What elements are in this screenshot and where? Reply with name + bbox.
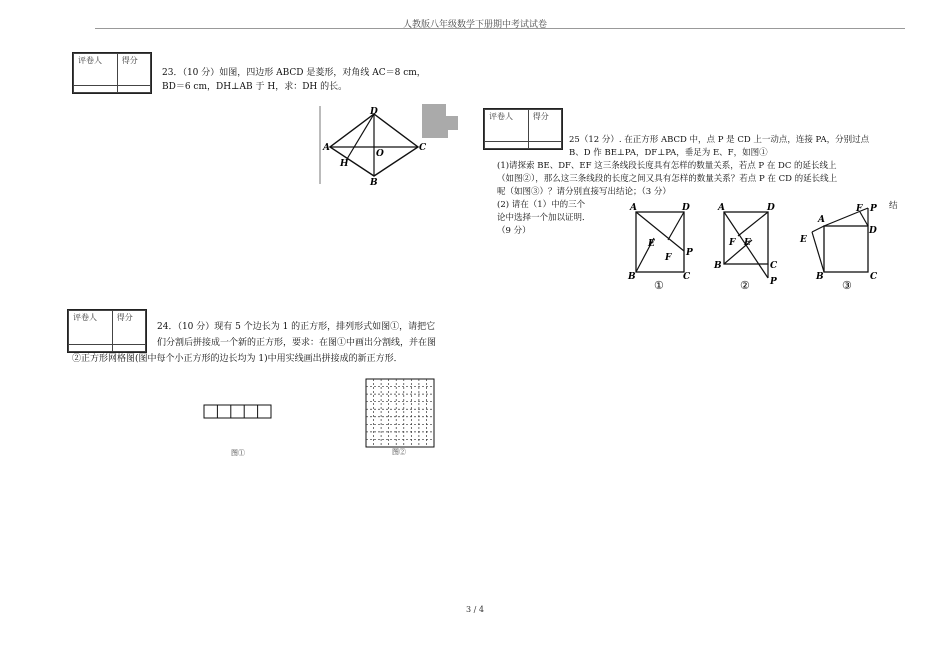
q23-figure-rhombus — [318, 104, 430, 190]
q25-line6a: (2) 请在（1）中的三个 — [497, 200, 586, 210]
q24-fig2-caption: 图② — [392, 448, 406, 456]
q24-line3: ②正方形网格图(图中每个小正方形的边长均为 1)中用实线画出拼接成的新正方形． — [72, 354, 403, 364]
rhombus-label-C: C — [419, 143, 427, 153]
page-number: 3 / 4 — [466, 605, 484, 614]
q25-figures — [620, 198, 890, 290]
fig2-label-E: E — [744, 238, 751, 248]
fig3-label-D: D — [869, 226, 877, 236]
q25-line3: (1)请探索 BE、DF、EF 这三条线段长度具有怎样的数量关系，若点 P 在 DC 的延长线上 — [497, 161, 837, 171]
q23-line2: BD＝6 cm，DH⊥AB 于 H，求：DH 的长。 — [162, 82, 348, 92]
q25-line5: 呢（如图③）？请分别直接写出结论；（3 分） — [497, 187, 671, 197]
gray-block — [422, 116, 458, 130]
q25-line7: 论中选择一个加以证明． — [497, 213, 591, 223]
fig1-label-F: F — [665, 253, 672, 263]
fig1-label-P: P — [686, 248, 693, 258]
rhombus-label-O: O — [376, 149, 384, 159]
score-label-score: 得分 — [112, 311, 145, 345]
fig2-label-F: F — [729, 238, 736, 248]
fig2-label-A: A — [718, 203, 725, 213]
fig3-caption: ③ — [842, 279, 852, 290]
score-table-q25 — [483, 108, 563, 150]
score-label-score: 得分 — [528, 110, 561, 142]
fig3-label-F: F — [856, 204, 863, 214]
q24-line1: 24．（10 分）现有 5 个边长为 1 的正方形，排列形式如图①，请把它 — [157, 322, 436, 332]
q25-line1: 25（12 分）. 在正方形 ABCD 中，点 P 是 CD 上一动点，连接 PA，分别过点 — [569, 135, 870, 145]
rhombus-label-A: A — [323, 143, 330, 153]
q24-line2: 们分割后拼接成一个新的正方形，要求：在图①中画出分割线，并在图 — [157, 338, 437, 348]
fig3-label-E: E — [800, 235, 807, 245]
fig1-label-E: E — [648, 239, 655, 249]
gray-block — [422, 104, 446, 116]
q25-line4: （如图②），那么这三条线段的长度之间又具有怎样的数量关系？若点 P 在 CD 的延长线上 — [497, 174, 838, 184]
fig1-label-D: D — [682, 203, 690, 213]
rhombus-label-B: B — [370, 178, 378, 188]
q25-line2: B、D 作 BE⊥PA，DF⊥PA，垂足为 E、F，如图① — [569, 148, 768, 158]
q24-figure-1 — [203, 404, 273, 420]
fig2-label-P: P — [770, 277, 777, 287]
q25-figure-1 — [627, 203, 693, 290]
score-label-grader: 评卷人 — [74, 54, 118, 86]
score-label-grader: 评卷人 — [69, 311, 113, 345]
q25-line8: （9 分） — [497, 226, 531, 236]
fig1-caption: ① — [654, 279, 664, 290]
fig2-caption: ② — [740, 279, 750, 290]
q25-line6b: 结 — [889, 201, 898, 211]
q24-fig1-caption: 图① — [231, 449, 245, 457]
q25-figure-2 — [713, 203, 778, 290]
q24-figure-2-grid — [365, 378, 435, 448]
fig1-label-A: A — [630, 203, 637, 213]
fig3-label-P: P — [870, 204, 877, 214]
fig1-label-C: C — [683, 272, 691, 282]
fig3-label-A: A — [818, 215, 825, 225]
header-divider — [95, 28, 905, 29]
fig3-label-B: B — [816, 272, 824, 282]
fig2-label-C: C — [770, 261, 778, 271]
score-table-q23 — [72, 52, 152, 94]
fig2-label-D: D — [767, 203, 775, 213]
fig1-label-B: B — [628, 272, 636, 282]
rhombus-label-H: H — [340, 159, 349, 169]
score-table-q24 — [67, 309, 147, 353]
score-label-score: 得分 — [117, 54, 150, 86]
q23-line1: 23．（10 分）如图，四边形 ABCD 是菱形，对角线 AC＝8 cm， — [162, 68, 426, 78]
fig3-label-C: C — [870, 272, 878, 282]
q25-figure-3 — [799, 204, 878, 290]
page-header: 人教版八年级数学下册期中考试试卷 — [402, 20, 547, 30]
fig2-label-B: B — [714, 261, 722, 271]
rhombus-label-D: D — [370, 107, 378, 117]
score-label-grader: 评卷人 — [485, 110, 529, 142]
gray-block — [422, 130, 448, 138]
